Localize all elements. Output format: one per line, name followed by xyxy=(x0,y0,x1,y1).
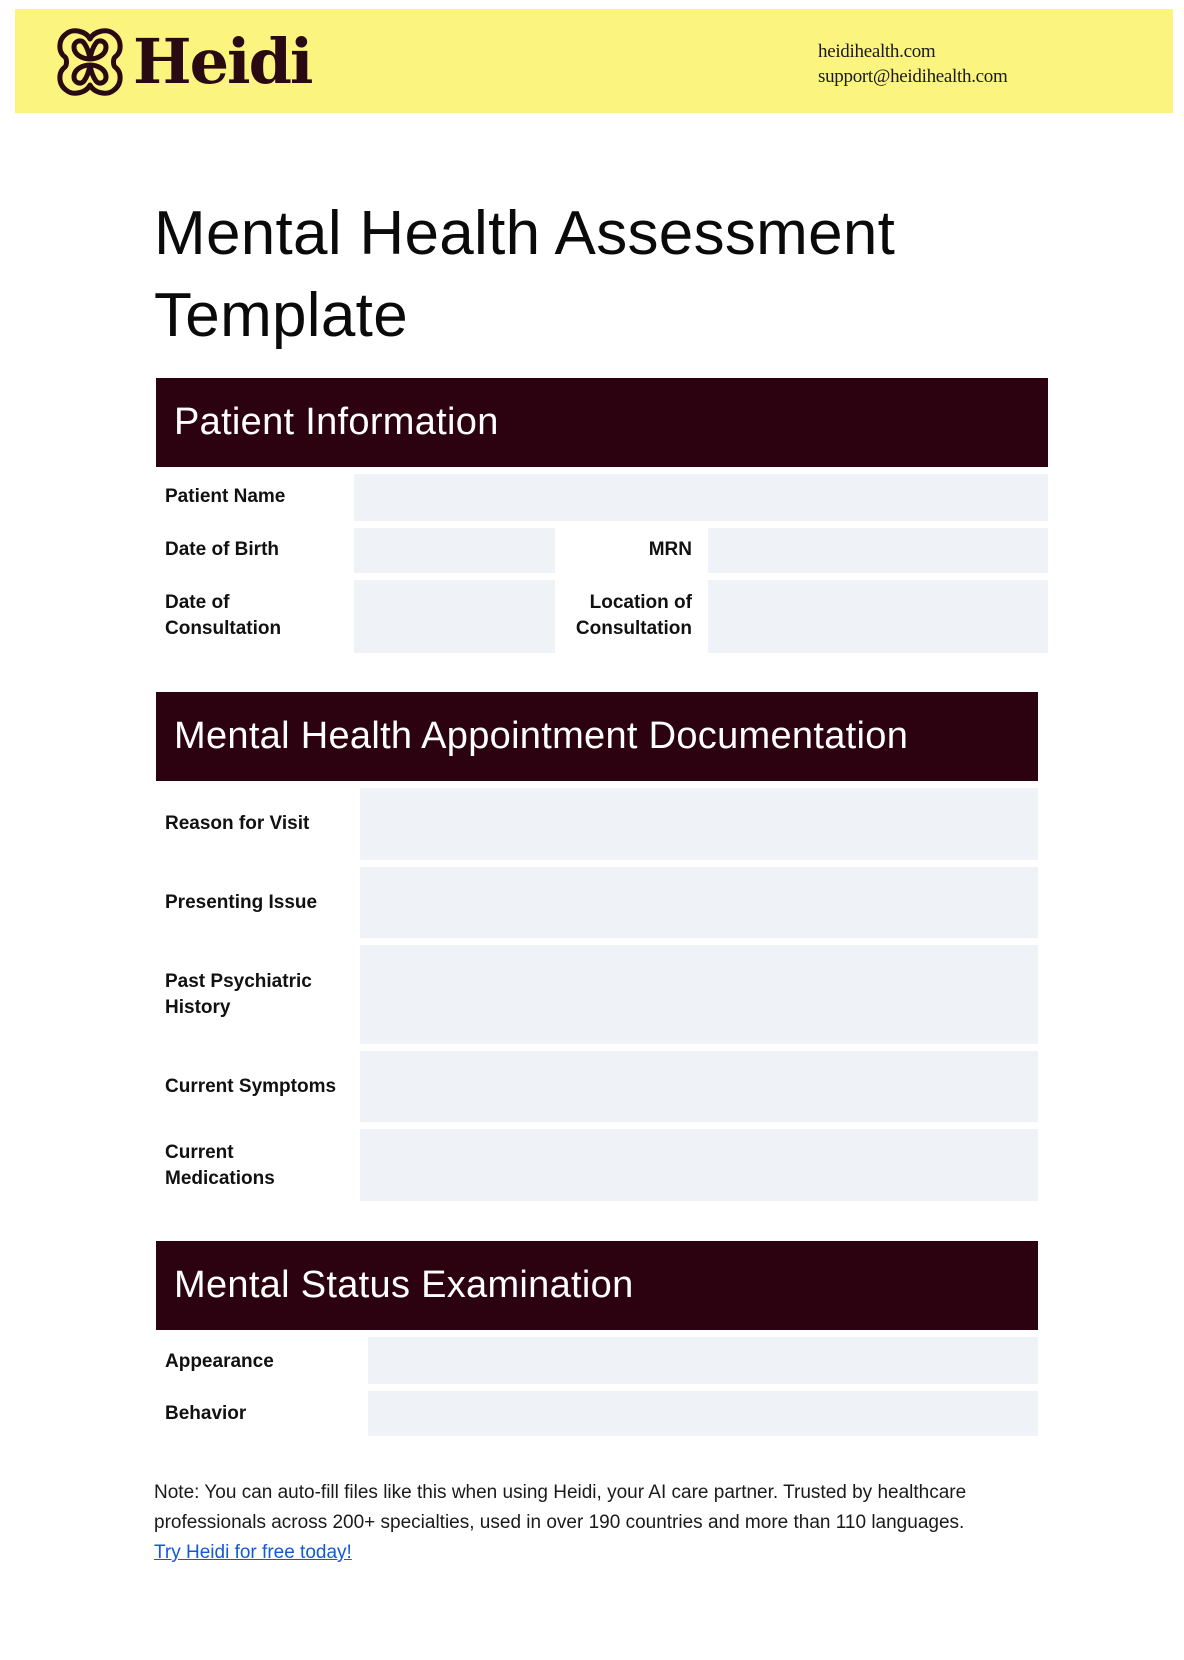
footer-note xyxy=(154,1478,1054,1568)
section-title: Patient Information xyxy=(174,401,499,443)
label-date-of-birth: Date of Birth xyxy=(165,539,279,560)
label-line: Consultation xyxy=(165,618,282,639)
brand-logo xyxy=(53,25,311,99)
current-symptoms-input[interactable] xyxy=(360,1051,1038,1122)
date-of-birth-input[interactable] xyxy=(354,528,555,573)
mrn-input[interactable] xyxy=(708,528,1048,573)
label-date-of-consultation xyxy=(165,590,281,642)
label-line: Past Psychiatric xyxy=(165,971,312,992)
location-of-consultation-input[interactable] xyxy=(708,580,1048,653)
date-of-consultation-input[interactable] xyxy=(354,580,555,653)
section-title: Mental Health Appointment Documentation xyxy=(174,715,909,757)
try-heidi-link[interactable]: Try Heidi for free today! xyxy=(154,1542,352,1563)
label-behavior: Behavior xyxy=(165,1403,247,1424)
presenting-issue-input[interactable] xyxy=(360,867,1038,938)
heidi-knot-logo-icon xyxy=(53,25,127,99)
page-title-line1: Mental Health Assessment xyxy=(154,199,896,268)
patient-name-input[interactable] xyxy=(354,474,1048,521)
website-link[interactable]: heidihealth.com xyxy=(818,41,936,62)
label-line: Date of xyxy=(165,592,230,613)
support-email-link[interactable]: support@heidihealth.com xyxy=(818,66,1008,87)
label-presenting-issue: Presenting Issue xyxy=(165,892,318,913)
section-header-mental-status-examination xyxy=(156,1241,1038,1330)
section-header-appointment-documentation xyxy=(156,692,1038,781)
label-patient-name: Patient Name xyxy=(165,486,286,507)
label-appearance: Appearance xyxy=(165,1351,274,1372)
label-current-symptoms: Current Symptoms xyxy=(165,1076,337,1097)
label-mrn: MRN xyxy=(648,539,692,560)
behavior-input[interactable] xyxy=(368,1391,1038,1436)
label-location-of-consultation xyxy=(540,590,692,642)
contact-info xyxy=(818,39,1007,89)
appearance-input[interactable] xyxy=(368,1337,1038,1384)
label-line: Location of xyxy=(589,592,692,613)
label-reason-for-visit: Reason for Visit xyxy=(165,813,310,834)
label-line: Current xyxy=(165,1142,234,1163)
note-text-line2: professionals across 200+ specialties, used in over 190 countries and more than 110 languages. xyxy=(154,1512,965,1533)
past-psychiatric-history-input[interactable] xyxy=(360,945,1038,1044)
reason-for-visit-input[interactable] xyxy=(360,788,1038,860)
page-title xyxy=(154,193,1054,357)
section-header-patient-information xyxy=(156,378,1048,467)
label-past-psychiatric-history xyxy=(165,969,312,1021)
section-title: Mental Status Examination xyxy=(174,1264,634,1306)
label-line: Medications xyxy=(165,1168,275,1189)
page-title-line2: Template xyxy=(154,281,408,350)
brand-name: Heidi xyxy=(133,25,312,98)
current-medications-input[interactable] xyxy=(360,1129,1038,1201)
label-line: Consultation xyxy=(575,618,692,639)
label-current-medications xyxy=(165,1140,275,1192)
note-text-line1: Note: You can auto-fill files like this when using Heidi, your AI care partner. Trusted by healthcare xyxy=(154,1482,967,1503)
label-line: History xyxy=(165,997,231,1018)
brand-header-bar xyxy=(15,9,1173,113)
